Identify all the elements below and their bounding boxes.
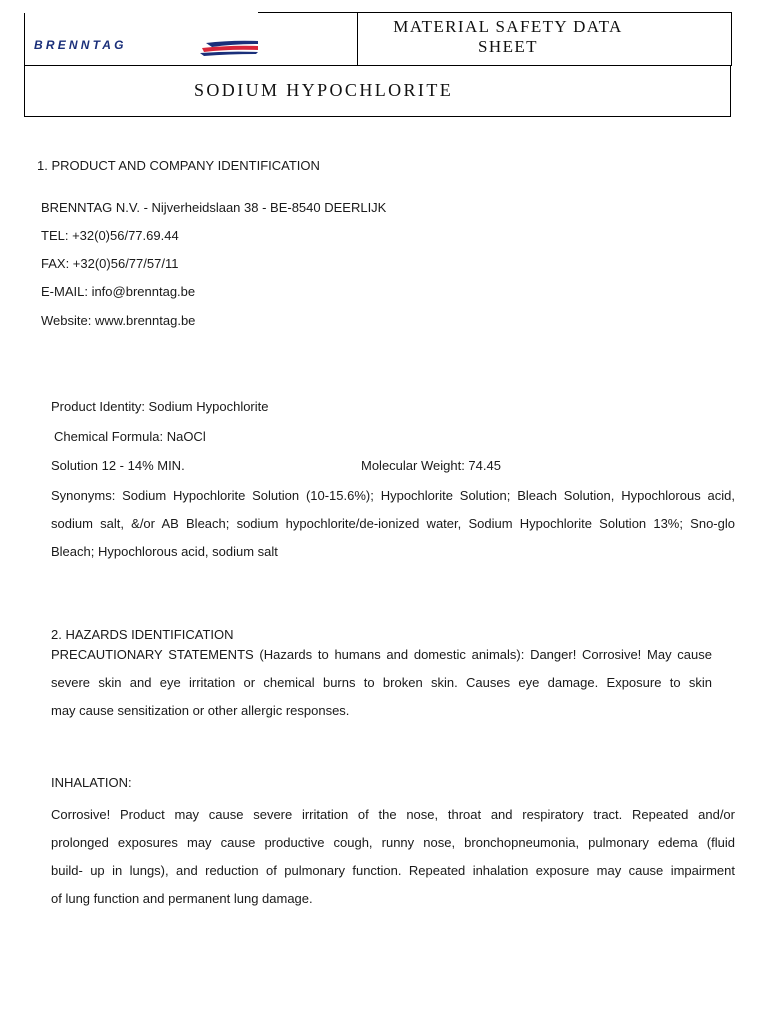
section-1-heading: 1. PRODUCT AND COMPANY IDENTIFICATION [37, 158, 320, 173]
company-address: BRENNTAG N.V. - Nijverheidslaan 38 - BE-8540 DEERLIJK [41, 200, 387, 215]
precautionary-line: may cause sensitization or other allergic responses. [51, 703, 350, 718]
inhalation-paragraph [51, 801, 735, 913]
precautionary-line: severe skin and eye irritation or chemical burns to broken skin. Causes eye damage. Exposure to skin [51, 675, 712, 690]
synonyms-line: Synonyms: Sodium Hypochlorite Solution (10-15.6%); Hypochlorite Solution; Bleach Solution, Hypochlorous acid, [51, 488, 735, 503]
precautionary-line: PRECAUTIONARY STATEMENTS (Hazards to humans and domestic animals): Danger! Corrosive! May cause [51, 647, 712, 662]
product-title-text: SODIUM HYPOCHLORITE [194, 80, 454, 100]
inhalation-line: prolonged exposures may cause productive cough, runny nose, bronchopneumonia, pulmonary edema (fluid [51, 835, 735, 850]
inhalation-line: build- up in lungs), and reduction of pulmonary function. Repeated inhalation exposure may cause impairment [51, 863, 735, 878]
document-title-line-2: SHEET [478, 37, 538, 56]
logo-swoosh-icon [34, 38, 260, 58]
synonyms-line: Bleach; Hypochlorous acid, sodium salt [51, 544, 278, 559]
company-website: Website: www.brenntag.be [41, 313, 196, 328]
section-2-heading: 2. HAZARDS IDENTIFICATION [51, 627, 234, 642]
company-fax: FAX: +32(0)56/77/57/11 [41, 256, 179, 271]
inhalation-heading: INHALATION: [51, 775, 132, 790]
logo-text: BRENNTAG [34, 38, 127, 52]
solution-concentration: Solution 12 - 14% MIN. [51, 458, 185, 473]
company-tel: TEL: +32(0)56/77.69.44 [41, 228, 179, 243]
brenntag-logo [34, 38, 260, 58]
header-frame-left-edge [24, 12, 25, 65]
product-identity: Product Identity: Sodium Hypochlorite [51, 399, 269, 414]
chemical-formula: Chemical Formula: NaOCl [54, 429, 206, 444]
synonyms-line: sodium salt, &/or AB Bleach; sodium hypochlorite/de-ionized water, Sodium Hypochlorite Solution 13%; Sno-glo [51, 516, 735, 531]
document-title [358, 17, 658, 57]
synonyms-paragraph [51, 482, 735, 566]
inhalation-line: of lung function and permanent lung damage. [51, 891, 313, 906]
company-email: E-MAIL: info@brenntag.be [41, 284, 196, 299]
precautionary-statements [51, 641, 712, 725]
molecular-weight: Molecular Weight: 74.45 [361, 458, 501, 473]
header-frame-gap [24, 11, 258, 13]
inhalation-line: Corrosive! Product may cause severe irritation of the nose, throat and respiratory tract. Repeated and/or [51, 807, 735, 822]
document-title-line-1: MATERIAL SAFETY DATA [393, 17, 623, 36]
